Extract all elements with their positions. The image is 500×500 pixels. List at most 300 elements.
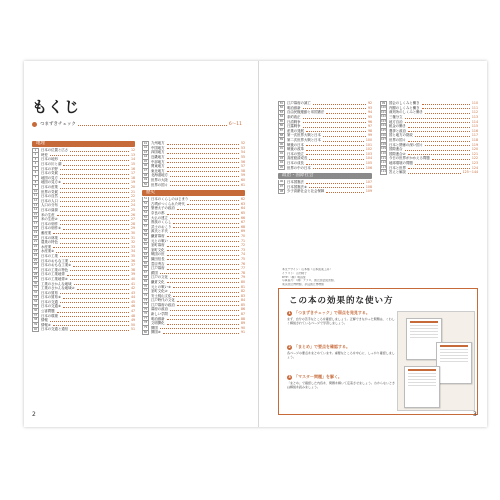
entry-number: 7 [32,176,39,181]
entry-page: 62 [240,197,245,202]
entry-number: 65 [143,261,148,265]
entry-page: 92 [367,101,372,106]
entry-leader [60,167,129,170]
entry-title: 江戸の文化 [151,275,168,280]
entry-page: 48 [130,313,135,318]
entry-number: 91 [279,147,284,151]
entry-leader [77,287,129,290]
entry-leader [170,308,239,311]
entry-title: 世界の気候 [41,189,58,194]
entry-number: 110 [381,152,386,156]
entry-leader [173,225,239,228]
entry-leader [167,156,239,159]
toc-entry[interactable] [142,330,245,335]
entry-leader [170,174,239,177]
entry-title: 中部地方 [151,159,165,164]
entry-title: 江戸幕府 [151,266,165,271]
entry-page: 101 [365,142,372,147]
entry-title: 九州地方 [151,141,165,146]
entry-title: 源氏と平氏 [151,229,168,234]
entry-title: 日本と関係の深い国々 [389,142,423,147]
entry-number: 41 [143,141,148,145]
entry-page: 31 [130,235,135,240]
step-2 [287,345,395,359]
entry-title: 日本の地形 [41,157,58,162]
entry-page: 96 [367,119,372,124]
toc-entry[interactable] [380,170,478,175]
entry-leader [160,326,239,329]
entry-page: 115 [471,124,478,129]
entry-number: 23 [33,249,38,253]
entry-number: 104 [381,124,386,128]
entry-number: 33 [33,295,38,299]
entry-title: 日本の産業 [41,185,58,190]
entry-leader [309,185,364,188]
entry-leader [167,317,239,320]
intro-row[interactable] [32,121,242,127]
entry-page: 40 [130,276,135,281]
entry-page: 17 [130,171,135,176]
entry-title: 人口の分布 [41,203,58,208]
entry-page: 46 [130,304,135,309]
entry-number: 52 [143,202,148,206]
entry-page: 72 [240,243,245,248]
entry-title: 日本のくらしのはじまり [151,197,189,202]
entry-leader [60,300,129,303]
entry-leader [60,195,129,198]
entry-number: 29 [33,277,38,281]
step-1 [287,311,395,325]
entry-leader [170,290,239,293]
entry-page: 114 [471,119,478,124]
entry-leader [326,190,364,193]
entry-page: 125～144 [462,170,478,175]
entry-leader [306,152,364,155]
entry-page: 90 [240,325,245,330]
entry-number: 6 [32,171,39,176]
entry-page: 103 [365,151,372,156]
entry-title: 世界の大陸 [151,178,168,183]
entry-number: 1 [32,148,39,153]
entry-leader [425,143,470,146]
entry-page: 76 [240,261,245,266]
entry-leader [326,111,366,114]
entry-leader [70,259,129,262]
credit-line: イラスト：山内明子 [282,271,308,275]
entry-page: 12 [130,148,135,153]
entry-number: 17 [33,222,38,225]
entry-number: 75 [143,307,148,311]
entry-page: 63 [240,201,245,206]
entry-title: 日本の交通と通信 [41,327,69,332]
entry-title: 日本の成長 [287,161,304,166]
entry-page: 102 [365,147,372,152]
entry-leader [303,106,366,109]
entry-title: 日本の人口 [41,198,58,203]
entry-leader [60,254,129,257]
entry-leader [425,111,470,114]
entry-number: 71 [143,289,148,293]
entry-leader [70,328,129,331]
entry-leader [60,241,129,244]
entry-page: 54 [240,150,245,155]
entry-page: 29 [130,226,135,231]
entry-title: 情報② [41,322,51,327]
entry-page: 55 [240,155,245,160]
entry-title: 江戸時代の文化 [151,298,175,303]
entry-number: 61 [143,243,148,247]
entry-page: 61 [240,182,245,187]
entry-leader [63,305,129,308]
entry-title: 日本のおもな工業② [41,263,72,268]
entry-leader [432,157,470,160]
entry-number: 48 [143,173,148,177]
entry-leader [306,162,364,165]
entry-number: 60 [143,238,148,242]
entry-leader [60,218,129,221]
toc-column-geography [32,141,135,332]
entry-number: 21 [33,240,38,244]
section-header-history: 歴史 [142,190,245,196]
entry-page: 65 [240,211,245,216]
entry-number: 100 [381,106,386,110]
entry-leader [170,179,239,182]
entry-title: 日本の畑作② [41,226,61,231]
entry-page: 108 [365,184,372,189]
entry-leader [167,212,239,215]
entry-number: 25 [33,258,38,262]
entry-number: 68 [143,275,148,279]
entry-leader [167,257,239,260]
entry-leader [323,134,366,137]
entry-title: 明治維新 [151,316,165,321]
entry-number: 22 [33,244,38,248]
entry-page: 86 [240,307,245,312]
entry-page: 99 [367,133,372,138]
entry-page: 23 [130,198,135,203]
toc-column-modern [278,101,372,194]
entry-title: 日露戦争 [287,124,301,129]
step-number-badge: 3 [288,375,291,379]
entry-title: 近畿地方 [151,155,165,160]
entry-number: 95 [279,165,284,169]
entry-page: 78 [240,270,245,275]
entry-page: 34 [130,249,135,254]
entry-leader [74,282,129,285]
step-body: 各ページの要点をまとめています。重要なところを中心に、しっかり確認しましょう。 [287,351,395,359]
entry-leader [167,280,239,283]
entry-title: 室町文化 [151,247,165,252]
entry-leader [408,171,461,174]
entry-title: 国際連合② [389,151,406,156]
entry-title: 税金の働き [389,124,406,129]
entry-leader [60,158,129,161]
entry-number: 96 [279,180,284,184]
entry-leader [422,102,470,105]
toc-column-history [142,141,245,335]
entry-number: 73 [143,298,148,302]
entry-leader [173,285,239,288]
entry-page: 25 [130,208,135,213]
entry-leader [70,149,129,152]
entry-title: 鎌倉文化 [151,279,165,284]
entry-title: 聖徳太子の政治 [151,206,175,211]
toc-entry[interactable] [32,327,135,332]
entry-number: 74 [143,303,148,307]
entry-page: 41 [130,281,135,286]
entry-title: 室町幕府 [151,243,165,248]
entry-title: 開国② [151,330,161,335]
entry-leader [170,183,239,186]
entry-title: 明治維新 [287,105,301,110]
entry-leader [167,322,239,325]
entry-page: 28 [130,221,135,226]
entry-number: 56 [143,220,148,224]
entry-page: 66 [240,215,245,220]
step-heading: 「つまずきチェック」で弱点を発見する。 [294,310,370,315]
entry-number: 90 [279,142,284,146]
entry-title: 日本の工業の特色 [41,267,69,272]
entry-leader [422,106,470,109]
entry-leader [415,134,470,137]
entry-number: 88 [279,133,284,137]
entry-title: 日本の工業地帯 [41,272,65,277]
entry-page: 19 [130,180,135,185]
entry-number: 34 [33,300,38,304]
entry-number: 102 [381,115,386,119]
entry-leader [309,157,364,160]
entry-page: 36 [130,258,135,263]
entry-page: 74 [240,252,245,257]
entry-number: 18 [33,226,38,230]
entry-leader [60,176,129,179]
entry-leader [405,120,470,123]
entry-page: 75 [240,256,245,261]
entry-leader [173,294,239,297]
entry-title: 第二次世界大戦と日本 [287,138,321,143]
entry-title: 織田信長 [151,256,165,261]
entry-page: 85 [240,302,245,307]
entry-leader [313,166,364,169]
entry-leader [60,222,129,225]
entry-leader [303,120,366,123]
entry-title: 古墳がつくられた時代 [151,201,185,206]
entry-number: 47 [143,169,148,173]
entry-page: 124 [471,165,478,170]
entry-page: 44 [130,295,135,300]
entry-leader [167,146,239,149]
entry-number: 30 [33,281,38,285]
entry-title: 工業のさかんな地域② [41,286,75,291]
entry-title: 工業のさかんな地域 [41,281,72,286]
entry-leader [306,129,366,132]
entry-leader [73,264,129,267]
toc-entry[interactable] [142,182,245,187]
entry-number: 92 [279,152,284,156]
entry-number: 85 [279,119,284,123]
entry-title: 日清戦争 [287,119,301,124]
entry-number: 72 [143,293,148,297]
entry-title: 日本の自然 [41,194,58,199]
entry-title: 中国地方 [151,145,165,150]
entry-leader [60,209,129,212]
entry-number: 105 [381,129,386,133]
entry-title: 裁判所のしくみと働き [389,110,423,115]
entry-number: 53 [143,206,148,210]
entry-number: 113 [381,165,386,169]
entry-leader [313,102,366,105]
entry-number: 84 [279,115,284,119]
entry-title: 日本の工業地帯② [41,276,68,281]
entry-title: 武士のおこり [151,224,172,229]
entry-title: 世界の中の日本 [287,165,311,170]
entry-number: 54 [143,211,148,215]
entry-title: 日本の林業 [41,235,58,240]
entry-number: 19 [33,231,38,235]
entry-number: 16 [33,217,38,221]
entry-leader [323,139,364,142]
thumbnail-summary-page [436,342,472,384]
entry-number: 44 [143,155,148,159]
entry-title: 日本の資源 [41,208,58,213]
entry-number: 13 [33,203,38,207]
entry-leader [190,198,239,201]
entry-leader [306,181,364,184]
entry-title: 内閣のしくみと働き [389,105,420,110]
entry-leader [60,199,129,202]
toc-entry[interactable] [278,165,372,170]
entry-leader [170,313,239,316]
entry-number: 42 [143,146,148,150]
entry-title: 幕府の政治 [151,307,168,312]
entry-number: 101 [381,110,386,114]
entry-title: 日本国憲法② [287,184,307,189]
entry-title: 東北地方 [151,168,165,173]
toc-column-politics [380,101,478,175]
entry-page: 121 [471,151,478,156]
step-body: まず、自分の苦手なところを確認しましょう。正解できなかった問題は、くわしく解説されているページで学習しましょう。 [287,317,395,325]
entry-leader [60,190,129,193]
entry-title: 日本の気候 [41,171,58,176]
entry-title: 世界の国々 [389,138,406,143]
entry-number: 14 [33,208,38,212]
entry-number: 37 [33,313,38,317]
entry-leader [306,143,364,146]
page-title: もくじ [32,98,81,116]
intro-page: 6～11 [228,122,242,127]
entry-number: 39 [33,323,38,327]
entry-leader [60,236,129,239]
entry-title: 世界の国々 [151,182,168,187]
entry-page: 100 [365,138,372,143]
entry-page: 113 [471,115,478,120]
entry-title: 鎌倉幕府 [151,233,165,238]
entry-page: 26 [130,212,135,217]
entry-number: 2 [32,153,39,158]
entry-number: 57 [143,225,148,228]
entry-page: 110 [471,101,478,106]
entry-title: 日本の川と湖 [41,162,62,167]
entry-page: 13 [130,152,135,157]
entry-page: 95 [367,115,372,120]
entry-leader [70,277,129,280]
entry-title: 北海道地方 [151,173,168,178]
entry-title: 自由民権運動と帝国憲法 [287,110,325,115]
entry-number: 106 [381,133,386,137]
entry-number: 24 [33,254,38,258]
entry-leader [177,299,239,302]
entry-number: 66 [143,266,148,270]
entry-number: 50 [143,182,148,186]
entry-page: 120 [471,147,478,152]
step-number-badge: 2 [288,345,291,349]
entry-page: 87 [240,312,245,317]
entry-leader [60,186,129,189]
entry-title: 日本の貿易② [41,295,61,300]
entry-page: 67 [240,220,245,225]
entry-page: 52 [240,141,245,146]
entry-page: 15 [130,162,135,167]
entry-title: 大仏の建立 [151,215,168,220]
entry-leader [60,172,129,175]
entry-page: 60 [240,178,245,183]
entry-leader [60,314,129,317]
entry-leader [167,253,239,256]
entry-leader [57,213,129,216]
entry-title: 新しい学問 [151,312,168,317]
entry-number: 32 [33,290,38,294]
entry-number: 8 [32,180,39,185]
credit-line: 東京国立博物館、奈良国立博物館 [282,283,324,287]
entry-number: 26 [33,263,38,267]
entry-leader [53,231,129,234]
entry-leader [167,262,239,265]
entry-leader [408,166,470,169]
entry-leader [177,303,239,306]
entry-page: 123 [471,161,478,166]
entry-number: 97 [279,185,284,188]
entry-number: 28 [33,272,38,276]
entry-leader [167,169,239,172]
entry-title: 産業の発展 [287,128,304,133]
step-heading: 「マスター問題」を解く。 [294,374,342,379]
entry-number: 55 [143,215,148,219]
entry-title: 第一次世界大戦と日本 [287,133,321,138]
entry-title: 米の生産 [41,212,55,217]
entry-page: 14 [130,157,135,162]
thumbnail-master-page [404,366,440,408]
entry-title: 元との戦い [151,238,168,243]
entry-page: 80 [240,279,245,284]
page-number-right: 3 [473,411,477,418]
entry-title: 答えと解説 [389,170,406,175]
entry-page: 70 [240,233,245,238]
entry-page: 69 [240,229,245,234]
entry-number: 20 [33,235,38,239]
entry-number: 27 [33,267,38,271]
entry-page: 94 [367,110,372,115]
entry-number: 79 [143,326,148,330]
entry-number: 112 [381,161,386,165]
entry-leader [50,153,129,156]
toc-entry[interactable] [278,189,372,194]
entry-title: 開国 [151,325,158,330]
entry-number: 40 [33,327,38,331]
entry-number: 10 [33,189,38,193]
entry-number: 5 [32,166,39,171]
entry-page: 22 [130,194,135,199]
entry-page: 77 [240,266,245,271]
